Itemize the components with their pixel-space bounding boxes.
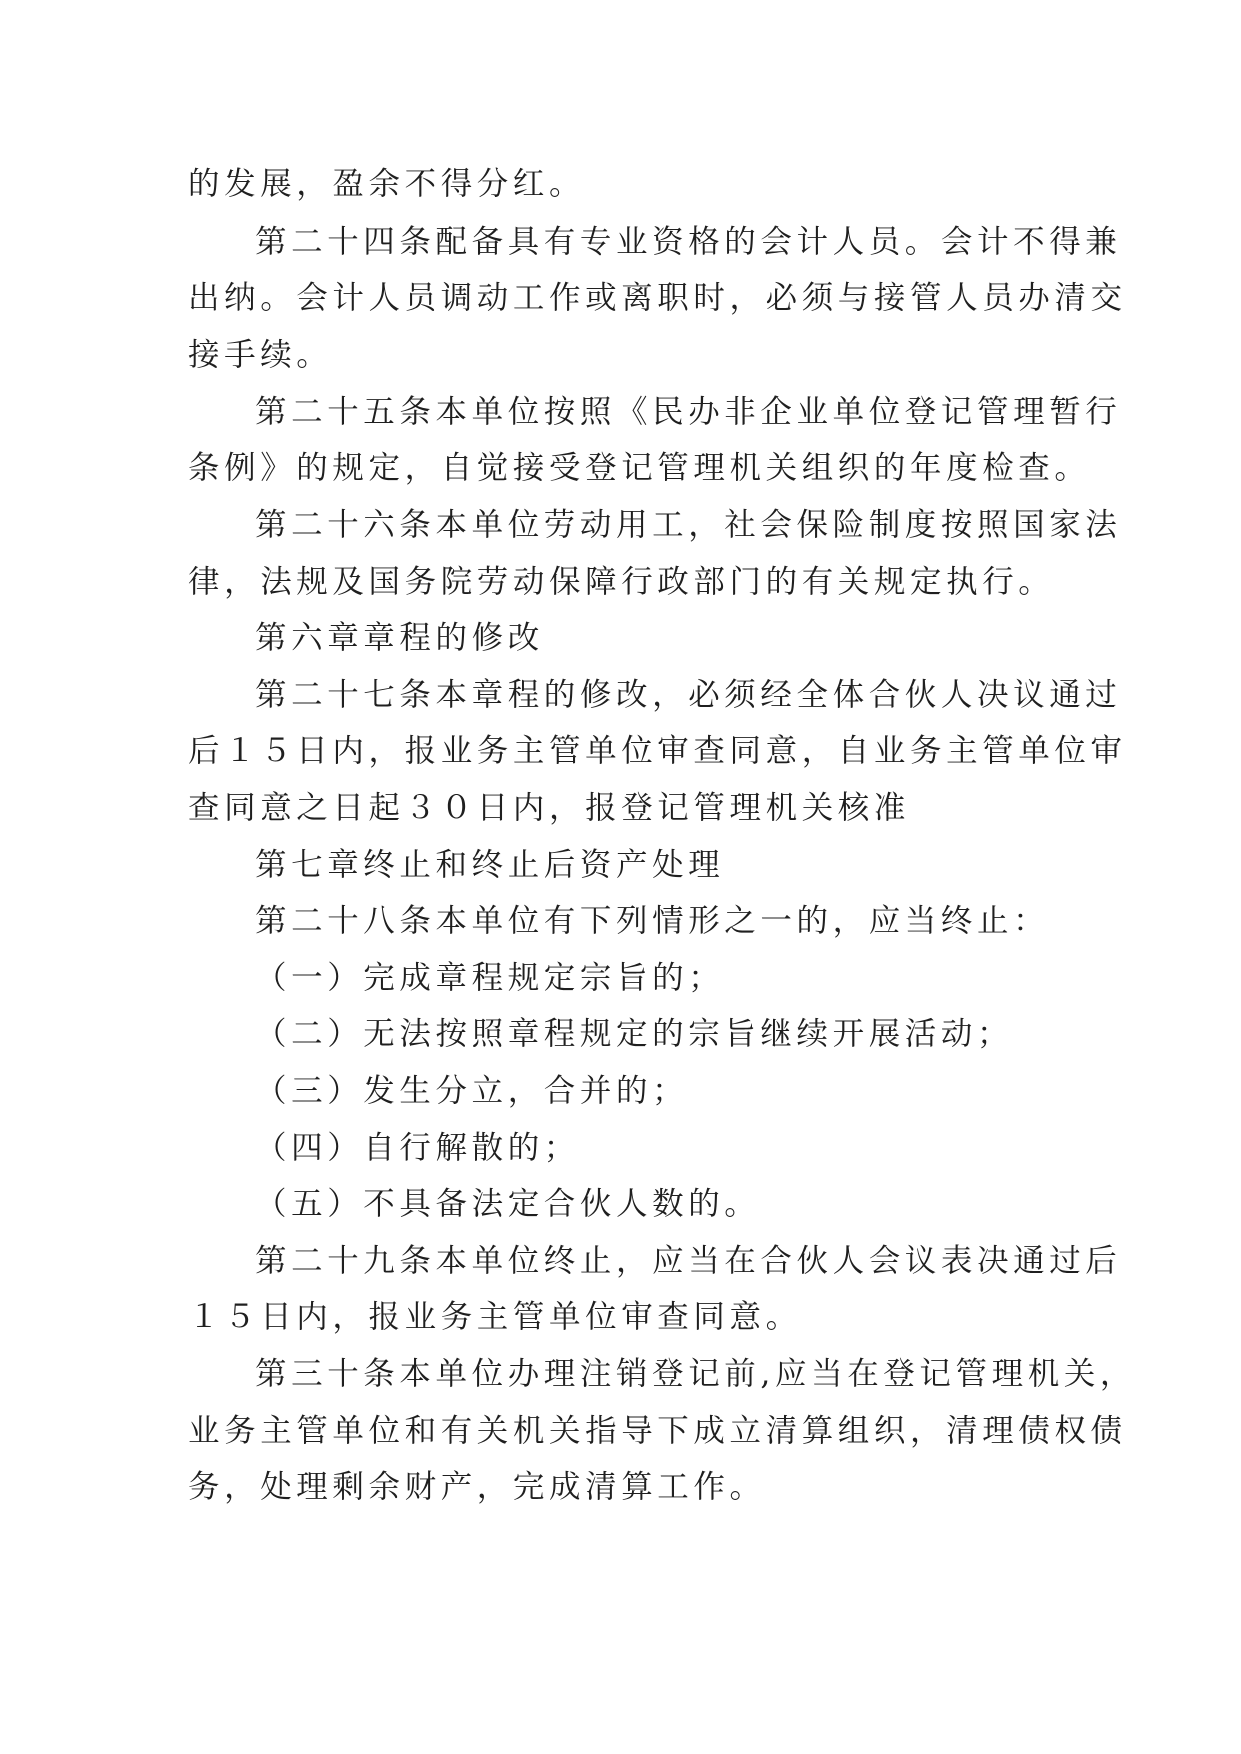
text-line: １５日内，报业务主管单位审查同意。 [188,1299,802,1335]
text-line: 查同意之日起３０日内，报登记管理机关核准 [188,790,911,826]
list-item: （一）完成章程规定宗旨的； [255,960,725,996]
text-line: 律，法规及国务院劳动保障行政部门的有关规定执行。 [188,564,1055,600]
chapter-7-heading: 第七章终止和终止后资产处理 [255,847,725,883]
text-line: 的发展，盈余不得分红。 [188,166,586,202]
text-line: 出纳。会计人员调动工作或离职时，必须与接管人员办清交 [188,280,1127,316]
article-29: 第二十九条本单位终止，应当在合伙人会议表决通过后 [255,1243,1122,1279]
text-line: 接手续。 [188,337,333,373]
text-line: 后１５日内，报业务主管单位审查同意，自业务主管单位审 [188,733,1127,769]
chapter-6-heading: 第六章章程的修改 [255,620,544,656]
article-28: 第二十八条本单位有下列情形之一的，应当终止： [255,903,1050,939]
list-item: （二）无法按照章程规定的宗旨继续开展活动； [255,1016,1014,1052]
list-item: （四）自行解散的； [255,1130,580,1166]
article-24: 第二十四条配备具有专业资格的会计人员。会计不得兼 [255,224,1122,260]
article-25: 第二十五条本单位按照《民办非企业单位登记管理暂行 [255,394,1122,430]
text-line: 条例》的规定，自觉接受登记管理机关组织的年度检查。 [188,450,1091,486]
article-27: 第二十七条本章程的修改，必须经全体合伙人决议通过 [255,677,1122,713]
article-26: 第二十六条本单位劳动用工，社会保险制度按照国家法 [255,507,1122,543]
list-item: （五）不具备法定合伙人数的。 [255,1186,761,1222]
text-line: 业务主管单位和有关机关指导下成立清算组织，清理债权债 [188,1413,1127,1449]
list-item: （三）发生分立，合并的； [255,1073,689,1109]
text-line: 务，处理剩余财产，完成清算工作。 [188,1469,766,1505]
article-30: 第三十条本单位办理注销登记前,应当在登记管理机关， [255,1356,1137,1392]
